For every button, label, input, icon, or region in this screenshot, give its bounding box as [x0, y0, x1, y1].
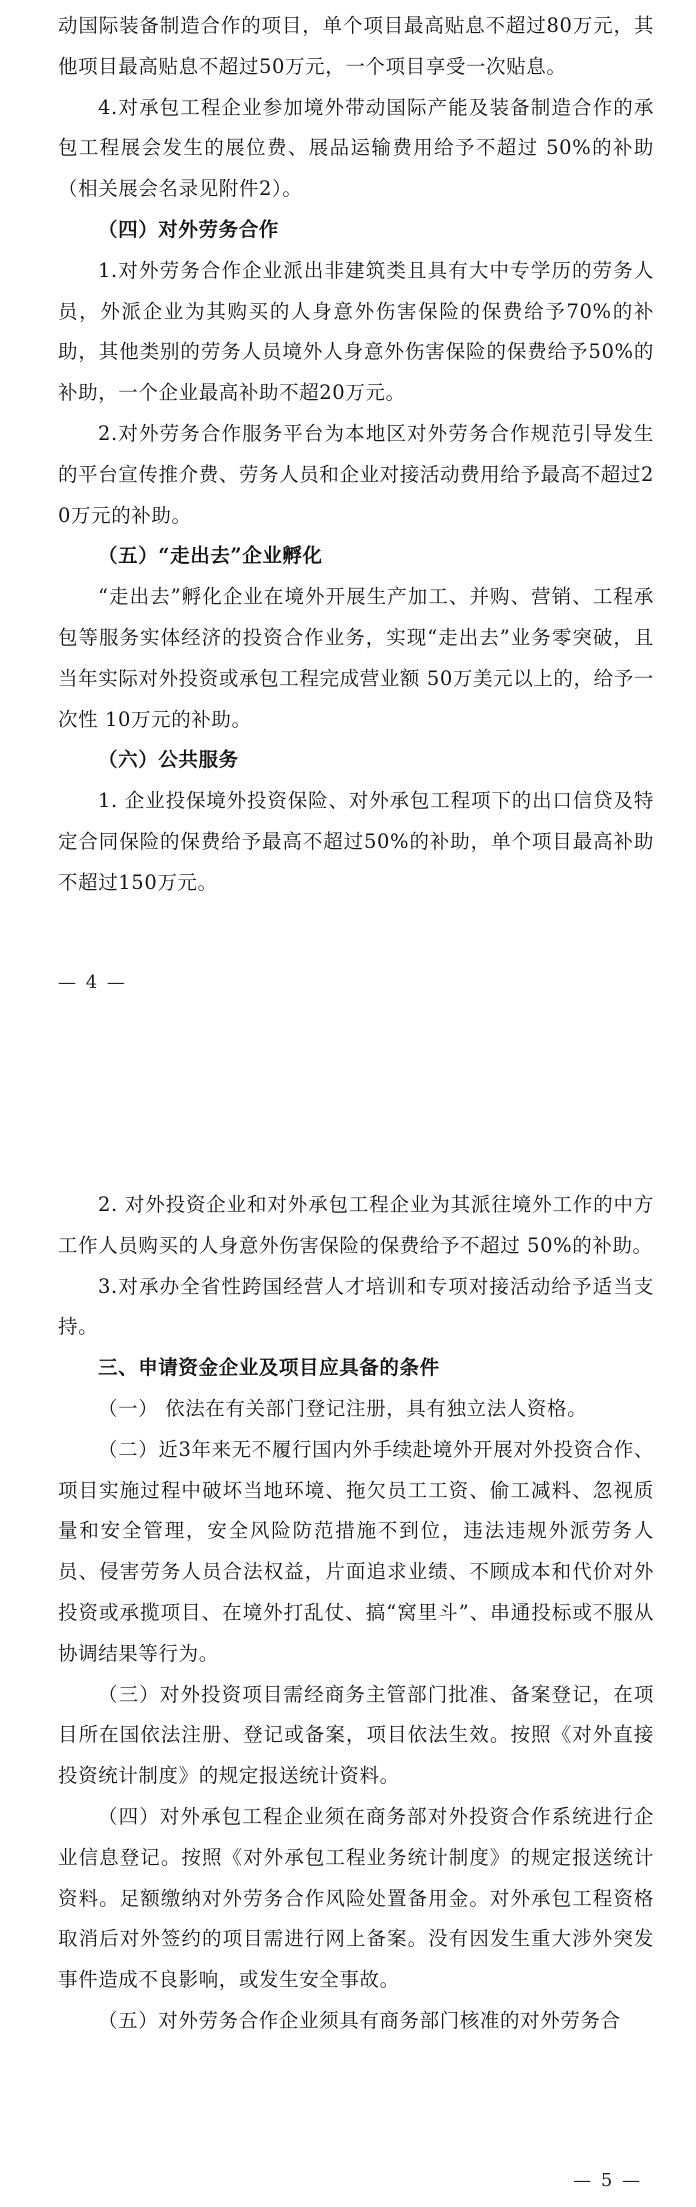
paragraph-subsidy-continuation: 动国际装备制造合作的项目，单个项目最高贴息不超过80万元，其他项目最高贴息不超过50万元，一个项目享受一次贴息。	[58, 14, 654, 78]
section-heading-public-service: （六）公共服务	[98, 748, 239, 772]
page-4	[0, 0, 696, 1004]
paragraph-condition-3: （三）对外投资项目需经商务主管部门批准、备案登记，在项目所在国依法注册、登记或备案，项目依法生效。按照《对外直接投资统计制度》的规定报送统计资料。	[58, 1682, 654, 1788]
paragraph-condition-2: （二）近3年来无不履行国内外手续赴境外开展对外投资合作、项目实施过程中破坏当地环境、拖欠员工工资、偷工减料、忽视质量和安全管理，安全风险防范措施不到位，违法违规外派劳务人员、侵害劳务人员合法权益，片面追求业绩、不顾成本和代价对外投资或承揽项目、在境外打乱仗、搞“窝里斗”、串通投标或不服从协调结果等行为。	[58, 1437, 654, 1665]
section-heading-labor-cooperation: （四）对外劳务合作	[98, 217, 279, 241]
paragraph-condition-4: （四）对外承包工程企业须在商务部对外投资合作系统进行企业信息登记。按照《对外承包工程业务统计制度》的规定报送统计资料。足额缴纳对外劳务合作风险处置备用金。对外承包工程资格取消后对外签约的项目需进行网上备案。没有因发生重大涉外突发事件造成不良影响，或发生安全事故。	[58, 1804, 654, 1992]
page-5-content	[58, 1185, 654, 2042]
page-4-content	[58, 6, 654, 904]
paragraph-insurance-subsidy: 1. 企业投保境外投资保险、对外承包工程项下的出口信贷及特定合同保险的保费给予最高不超过50%的补助，单个项目最高补助不超过150万元。	[58, 789, 654, 894]
paragraph-incubation: “走出去”孵化企业在境外开展生产加工、并购、营销、工程承包等服务实体经济的投资合作业务，实现“走出去”业务零突破，且当年实际对外投资或承包工程完成营业额 50万美元以上的，给予一次性 10万元的补助。	[58, 585, 654, 731]
section-heading-conditions: 三、申请资金企业及项目应具备的条件	[98, 1356, 440, 1380]
page-5	[0, 1185, 696, 2207]
page-number-4: — 4 —	[58, 972, 127, 993]
section-heading-incubation: （五）“走出去”企业孵化	[98, 544, 323, 568]
paragraph-condition-1: （一） 依法在有关部门登记注册，具有独立法人资格。	[98, 1396, 588, 1420]
paragraph-training-support: 3.对承办全省性跨国经营人才培训和专项对接活动给予适当支持。	[58, 1274, 654, 1339]
paragraph-staff-insurance: 2. 对外投资企业和对外承包工程企业为其派往境外工作的中方工作人员购买的人身意外伤害保险的保费给予不超过 50%的补助。	[58, 1193, 654, 1257]
paragraph-labor-insurance: 1.对外劳务合作企业派出非建筑类且具有大中专学历的劳务人员，外派企业为其购买的人身意外伤害保险的保费给予70%的补助，其他类别的劳务人员境外人身意外伤害保险的保费给予50%的补助，一个企业最高补助不超20万元。	[58, 258, 654, 405]
paragraph-labor-platform: 2.对外劳务合作服务平台为本地区对外劳务合作规范引导发生的平台宣传推介费、劳务人员和企业对接活动费用给予最高不超过20万元的补助。	[58, 421, 654, 527]
page-number-5: — 5 —	[573, 2170, 642, 2191]
paragraph-exhibition-subsidy: 4.对承包工程企业参加境外带动国际产能及装备制造合作的承包工程展会发生的展位费、展品运输费用给予不超过 50%的补助（相关展会名录见附件2）。	[58, 95, 654, 201]
paragraph-condition-5: （五）对外劳务合作企业须具有商务部门核准的对外劳务合	[98, 2008, 621, 2032]
